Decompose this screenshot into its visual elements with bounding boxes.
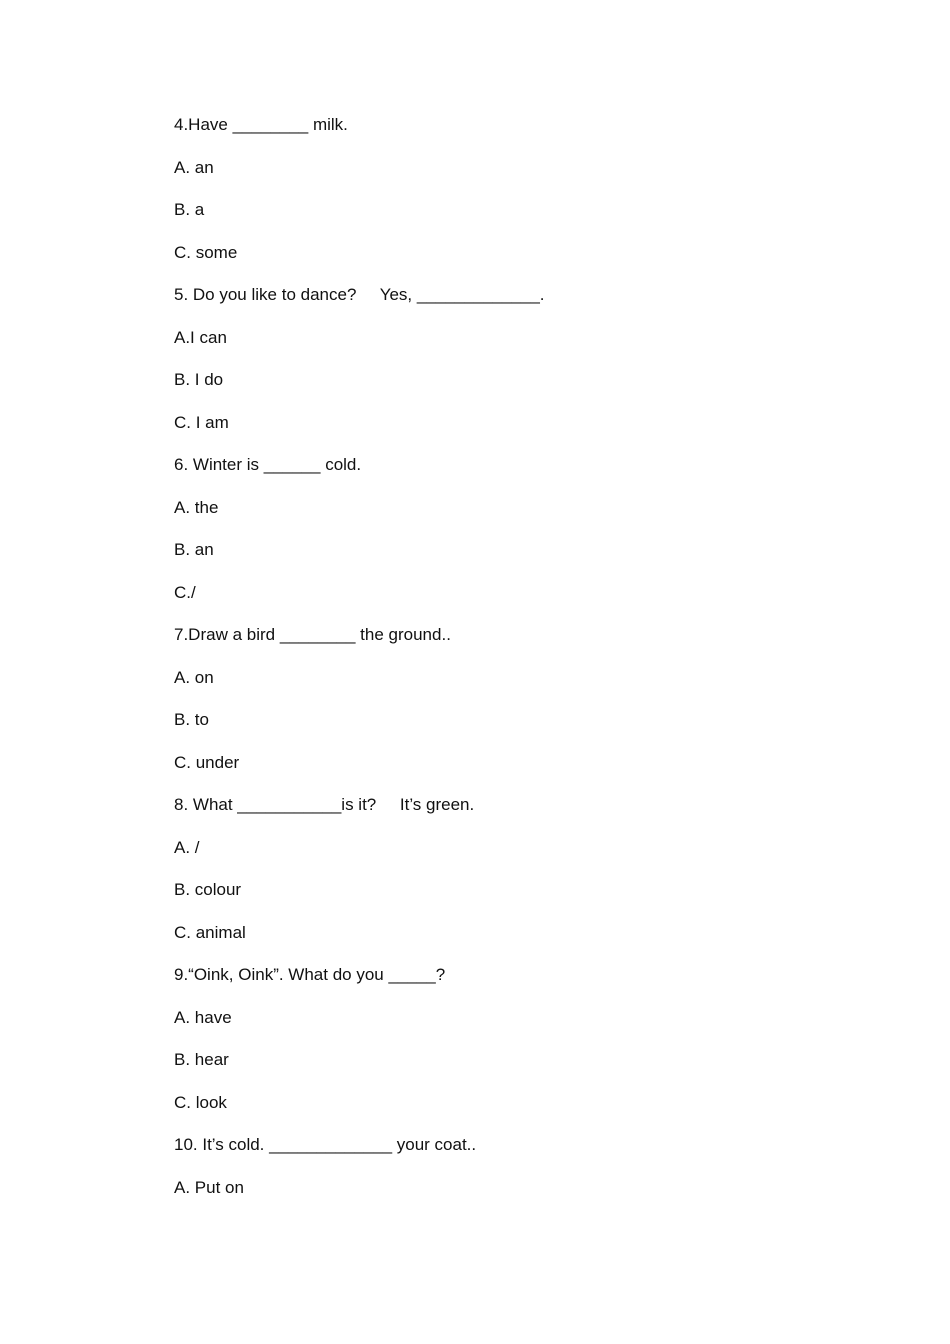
question-list xyxy=(174,111,874,1216)
question-7: 7.Draw a bird ________ the ground.. xyxy=(174,625,451,644)
option-8a: A. / xyxy=(174,837,200,857)
option-9a: A. have xyxy=(174,1007,232,1027)
question-10: 10. It’s cold. _____________ your coat.. xyxy=(174,1135,477,1154)
option-6c: C./ xyxy=(174,582,196,602)
option-7a: A. on xyxy=(174,667,214,687)
option-4a: A. an xyxy=(174,157,214,177)
question-4: 4.Have ________ milk. xyxy=(174,115,348,134)
question-8: 8. What ___________is it? It’s green. xyxy=(174,795,475,814)
question-6: 6. Winter is ______ cold. xyxy=(174,455,362,474)
option-6b: B. an xyxy=(174,540,214,559)
option-8b: B. colour xyxy=(174,880,242,899)
option-9b: B. hear xyxy=(174,1050,229,1069)
option-5a: A.I can xyxy=(174,327,227,347)
option-4c: C. some xyxy=(174,242,238,262)
option-5b: B. I do xyxy=(174,370,224,389)
option-8c: C. animal xyxy=(174,922,246,942)
option-7c: C. under xyxy=(174,752,240,772)
option-10a: A. Put on xyxy=(174,1177,244,1197)
option-9c: C. look xyxy=(174,1092,227,1112)
option-4b: B. a xyxy=(174,200,205,219)
option-6a: A. the xyxy=(174,497,219,517)
option-7b: B. to xyxy=(174,710,209,729)
question-5: 5. Do you like to dance? Yes, _____________. xyxy=(174,285,545,304)
question-9: 9.“Oink, Oink”. What do you _____? xyxy=(174,965,446,984)
option-5c: C. I am xyxy=(174,412,229,432)
